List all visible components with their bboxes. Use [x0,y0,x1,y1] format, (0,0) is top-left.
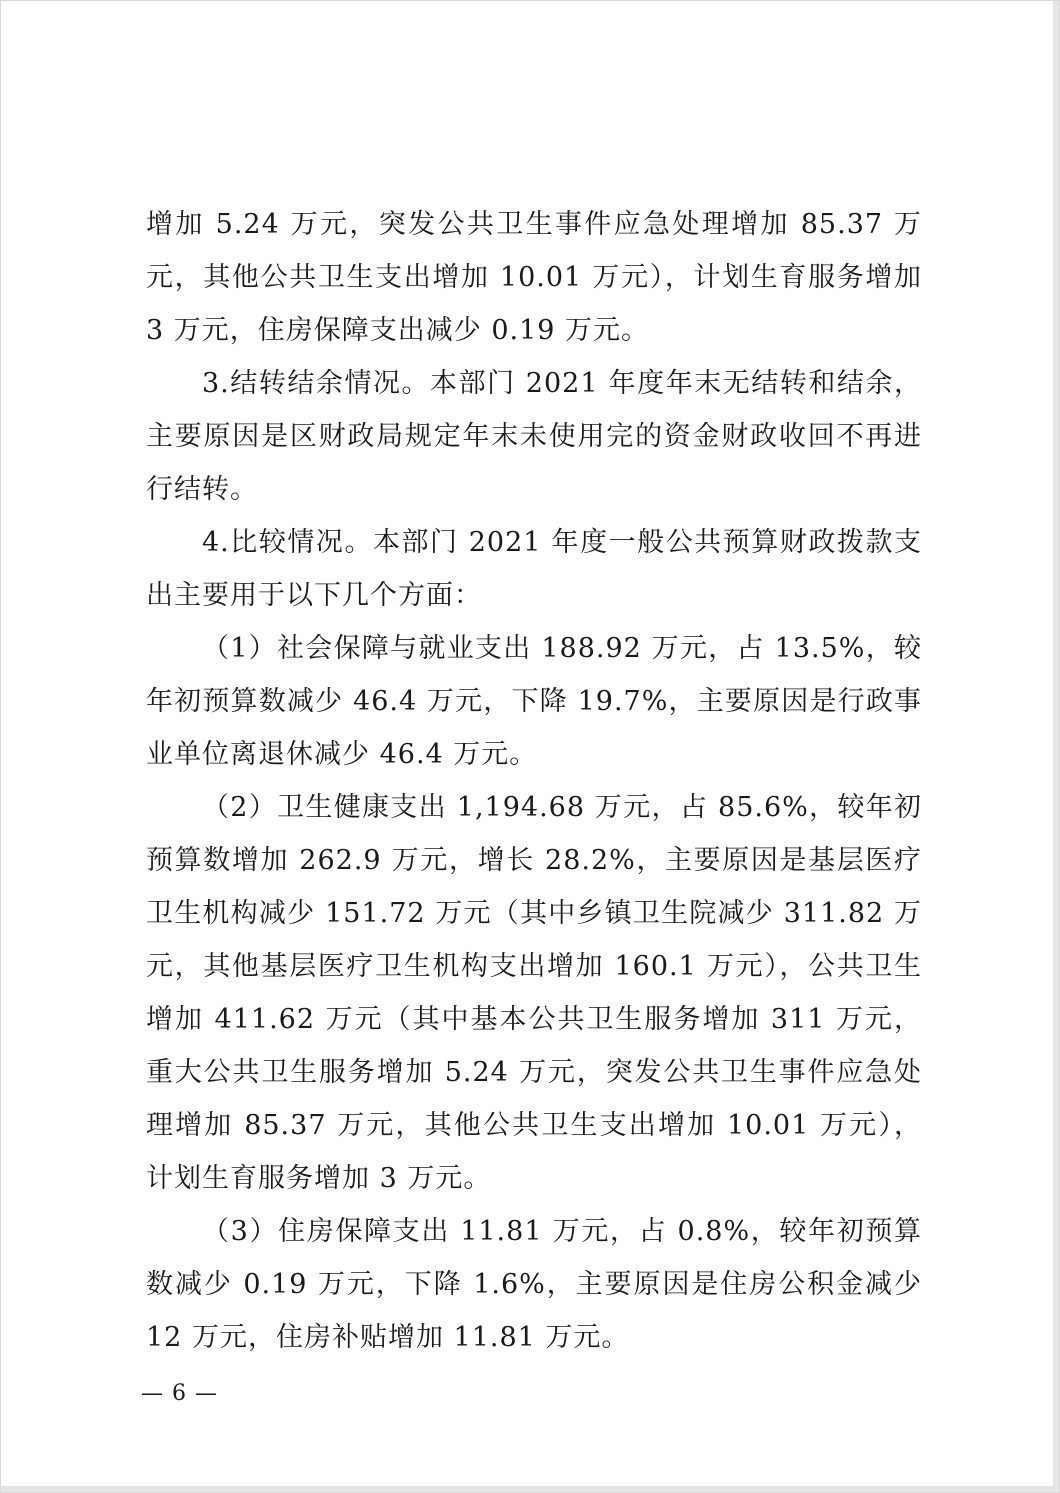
page-number: — 6 — [141,1381,218,1406]
paragraph-comparison: 4.比较情况。本部门 2021 年度一般公共预算财政拨款支出主要用于以下几个方面： [146,527,922,611]
body-text [146,198,922,1364]
paragraph-carryover-balance: 3.结转结余情况。本部门 2021 年度年末无结转和结余，主要原因是区财政局规定年末未使用完的资金财政收回不再进行结转。 [146,368,922,505]
paragraph-housing: （3）住房保障支出 11.81 万元，占 0.8%，较年初预算数减少 0.19 万元，下降 1.6%，主要原因是住房公积金减少 12 万元，住房补贴增加 11.81 万元。 [146,1216,922,1353]
paragraph-continuation: 增加 5.24 万元，突发公共卫生事件应急处理增加 85.37 万元，其他公共卫生支出增加 10.01 万元），计划生育服务增加 3 万元，住房保障支出减少 0.19 万元。 [146,209,922,346]
paragraph-health: （2）卫生健康支出 1,194.68 万元，占 85.6%，较年初预算数增加 262.9 万元，增长 28.2%，主要原因是基层医疗卫生机构减少 151.72 万元（其中乡镇卫生院减少 311.82 万元，其他基层医疗卫生机构支出增加 160.1 万元），公共卫生增加 411.62 万元（其中基本公共卫生服务增加 311 万元，重大公共卫生服务增加 5.24 万元，突发公共卫生事件应急处理增加 85.37 万元，其他公共卫生支出增加 10.01 万元），计划生育服务增加 3 万元。 [146,792,922,1194]
paragraph-social-security: （1）社会保障与就业支出 188.92 万元，占 13.5%，较年初预算数减少 46.4 万元，下降 19.7%，主要原因是行政事业单位离退休减少 46.4 万元。 [146,633,922,770]
